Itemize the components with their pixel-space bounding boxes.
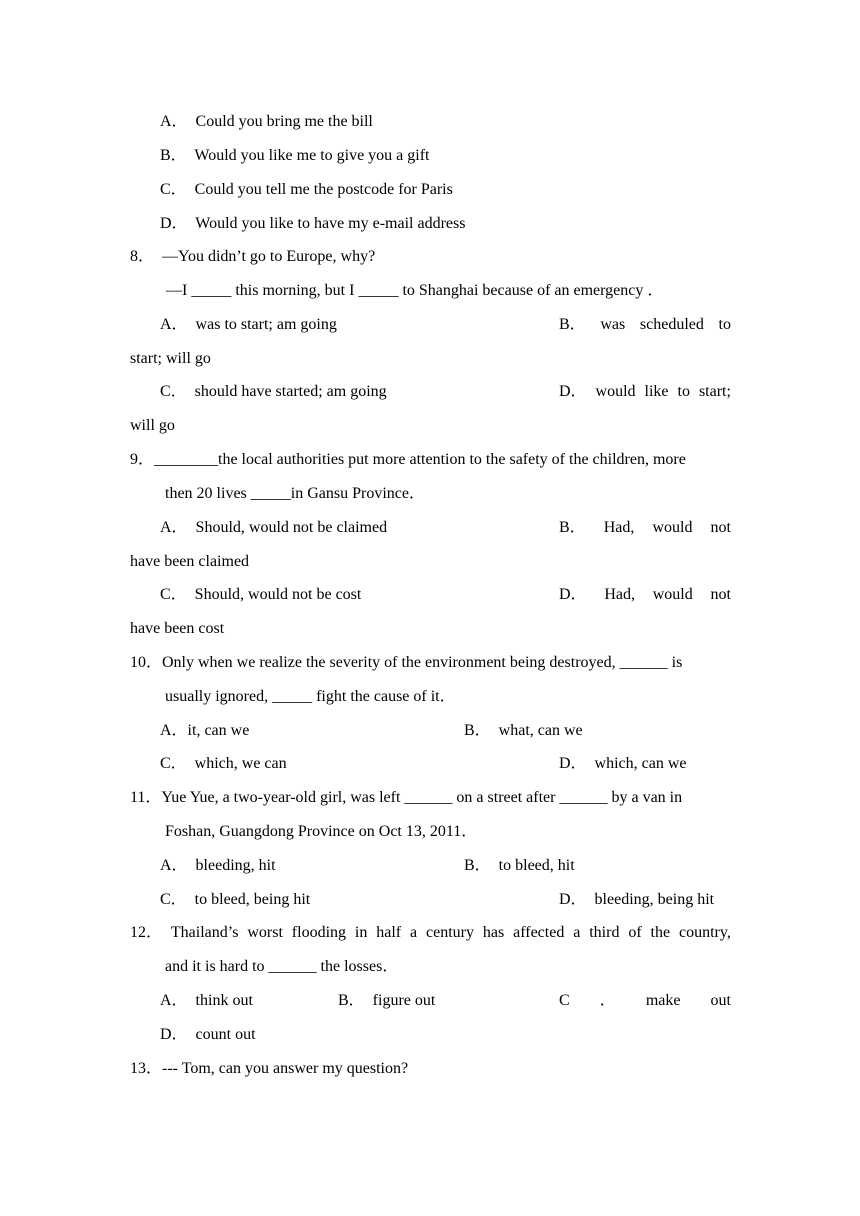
- q12-stem-word: affected: [513, 924, 565, 941]
- q13-stem-line1: 13．--- Tom, can you answer my question?: [130, 1060, 409, 1077]
- q10-option-d: D． which, can we: [559, 755, 687, 772]
- q12-stem-word: worst: [247, 924, 283, 941]
- q8-option-b: [559, 315, 731, 335]
- q9-option-b-word: B．: [559, 519, 586, 536]
- q12-option-b: B． figure out: [338, 992, 436, 1009]
- q10-stem-line1: 10．Only when we realize the severity of the environment being destroyed, ______ is: [130, 654, 683, 671]
- q8-option-d-word: D．: [559, 383, 587, 400]
- q12-stem-word: half: [376, 924, 402, 941]
- q8-option-b-continued: start; will go: [130, 350, 211, 367]
- q12-stem-line1: [130, 923, 731, 943]
- q11-option-c: C． to bleed, being hit: [160, 891, 311, 908]
- q12-option-a: A． think out: [160, 992, 253, 1009]
- q9-option-d-word: D．: [559, 586, 587, 603]
- q8-stem-line2: —I _____ this morning, but I _____ to Shanghai because of an emergency ．: [166, 282, 664, 299]
- q8-option-b-word: scheduled: [639, 316, 704, 333]
- q12-option-d: D． count out: [160, 1026, 256, 1043]
- q12-stem-word: a: [573, 924, 581, 941]
- q8-option-d-continued: will go: [130, 417, 175, 434]
- q9-option-b-word: not: [710, 519, 731, 536]
- q8-stem-line1: 8． —You didn’t go to Europe, why?: [130, 248, 376, 265]
- q12-option-c-word: out: [710, 992, 731, 1009]
- q12-stem-word: a: [410, 924, 418, 941]
- q12-stem-word: 12．: [130, 924, 163, 941]
- q11-stem-line1: 11．Yue Yue, a two-year-old girl, was left ______ on a street after ______ by a van in: [130, 789, 683, 806]
- q12-stem-word: in: [354, 924, 368, 941]
- q8-option-d-word: like: [644, 383, 669, 400]
- q9-option-d-word: not: [710, 586, 731, 603]
- q7-option-a: A． Could you bring me the bill: [160, 113, 373, 130]
- q8-option-c: C． should have started; am going: [160, 383, 387, 400]
- q9-option-d: [559, 585, 731, 605]
- q12-stem-word: the: [650, 924, 671, 941]
- q9-stem-line1: 9．________the local authorities put more attention to the safety of the children, more: [130, 451, 686, 468]
- q10-option-a: A．it, can we: [160, 722, 250, 739]
- q7-option-b: B． Would you like me to give you a gift: [160, 147, 430, 164]
- q12-stem-word: flooding: [291, 924, 347, 941]
- q9-option-a: A． Should, would not be claimed: [160, 519, 388, 536]
- q10-stem-line2: usually ignored, _____ fight the cause of it．: [165, 688, 456, 705]
- q12-stem-word: has: [482, 924, 505, 941]
- q11-stem-line2: Foshan, Guangdong Province on Oct 13, 2011．: [165, 823, 478, 840]
- q11-option-a: A． bleeding, hit: [160, 857, 276, 874]
- q12-stem-word: country,: [678, 924, 731, 941]
- q12-stem-word: of: [628, 924, 642, 941]
- q8-option-d: [559, 382, 731, 402]
- q11-option-b: B． to bleed, hit: [464, 857, 575, 874]
- q9-option-b: [559, 518, 731, 538]
- q11-option-d: D． bleeding, being hit: [559, 891, 715, 908]
- q8-option-d-word: to: [677, 383, 690, 400]
- q9-option-c: C． Should, would not be cost: [160, 586, 362, 603]
- q9-stem-line2: then 20 lives _____in Gansu Province．: [165, 485, 425, 502]
- q8-option-a: A． was to start; am going: [160, 316, 337, 333]
- q9-option-d-continued: have been cost: [130, 620, 225, 637]
- q8-option-d-word: start;: [698, 383, 731, 400]
- q7-option-d: D． Would you like to have my e-mail address: [160, 215, 466, 232]
- q9-option-d-word: would: [652, 586, 693, 603]
- q12-stem-word: third: [589, 924, 620, 941]
- q8-option-b-word: was: [600, 316, 626, 333]
- q8-option-d-word: would: [595, 383, 636, 400]
- q12-option-c-word: ．: [599, 992, 616, 1009]
- q9-option-d-word: Had,: [604, 586, 635, 603]
- q9-option-b-word: Had,: [603, 519, 635, 536]
- q12-stem-line2: and it is hard to ______ the losses．: [165, 958, 399, 975]
- q12-stem-word: Thailand’s: [170, 924, 239, 941]
- q9-option-b-word: would: [652, 519, 693, 536]
- q12-option-c-word: make: [645, 992, 681, 1009]
- q7-option-c: C． Could you tell me the postcode for Paris: [160, 181, 453, 198]
- q8-option-b-word: to: [718, 316, 731, 333]
- q12-option-c-word: C: [559, 992, 570, 1009]
- q8-option-b-word: B．: [559, 316, 586, 333]
- q9-option-b-continued: have been claimed: [130, 553, 250, 570]
- q10-option-c: C． which, we can: [160, 755, 287, 772]
- q10-option-b: B． what, can we: [464, 722, 583, 739]
- q12-stem-word: century: [426, 924, 474, 941]
- q12-option-c: [559, 991, 731, 1011]
